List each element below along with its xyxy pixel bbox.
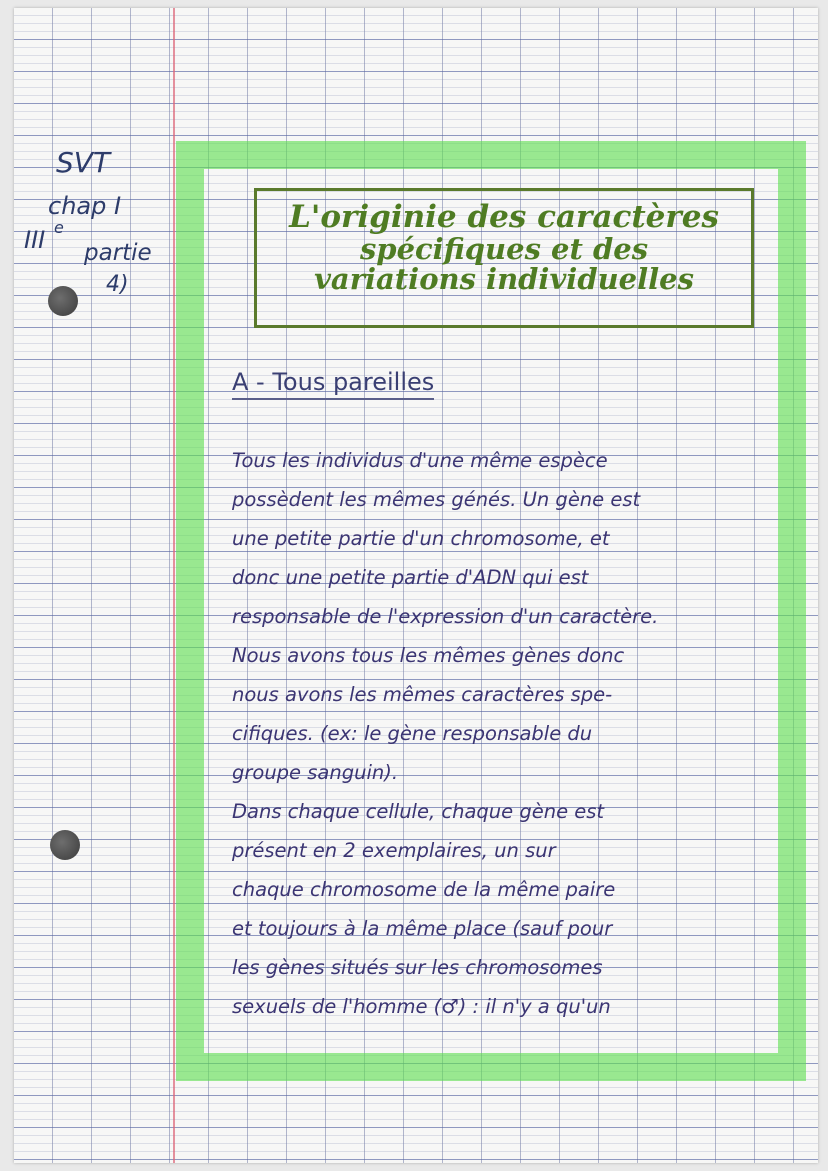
- paragraph-line: Nous avons tous les mêmes gènes donc: [232, 644, 625, 667]
- punch-hole-top: [48, 286, 78, 316]
- title-line-1: L'originie des caractères: [289, 199, 719, 235]
- paragraph-line: une petite partie d'un chromosome, et: [232, 527, 610, 550]
- margin-part-superscript: e: [54, 218, 64, 237]
- notebook-page: [14, 8, 818, 1163]
- punch-hole-bottom: [50, 830, 80, 860]
- margin-section: 4): [106, 272, 129, 297]
- margin-part-number: III: [24, 226, 46, 254]
- title-line-3: variations individuelles: [314, 261, 694, 296]
- paragraph-line: chaque chromosome de la même paire: [232, 878, 616, 901]
- title-line-2: spécifiques et des: [359, 231, 649, 266]
- paragraph-line: sexuels de l'homme (♂) : il n'y a qu'un: [232, 995, 611, 1018]
- section-heading: A - Tous pareilles: [232, 368, 434, 400]
- margin-part-word: partie: [84, 240, 152, 266]
- paragraph-line: responsable de l'expression d'un caractère.: [232, 605, 659, 628]
- margin-line: [173, 8, 175, 1163]
- paragraph-line: donc une petite partie d'ADN qui est: [232, 566, 589, 589]
- paragraph-line: présent en 2 exemplaires, un sur: [232, 839, 556, 862]
- title-box: [254, 188, 754, 328]
- margin-subject: SVT: [56, 146, 111, 179]
- margin-chapter: chap I: [48, 192, 122, 220]
- paragraph-line: groupe sanguin).: [232, 761, 399, 784]
- paragraph-line: cifiques. (ex: le gène responsable du: [232, 722, 593, 745]
- paragraph-line: Tous les individus d'une même espèce: [232, 449, 608, 472]
- paragraph-line: Dans chaque cellule, chaque gène est: [232, 800, 605, 823]
- paragraph-line: possèdent les mêmes génés. Un gène est: [232, 488, 641, 511]
- paragraph: [232, 441, 802, 1026]
- paragraph-line: nous avons les mêmes caractères spe-: [232, 683, 613, 706]
- paragraph-line: les gènes situés sur les chromosomes: [232, 956, 603, 979]
- paragraph-line: et toujours à la même place (sauf pour: [232, 917, 613, 940]
